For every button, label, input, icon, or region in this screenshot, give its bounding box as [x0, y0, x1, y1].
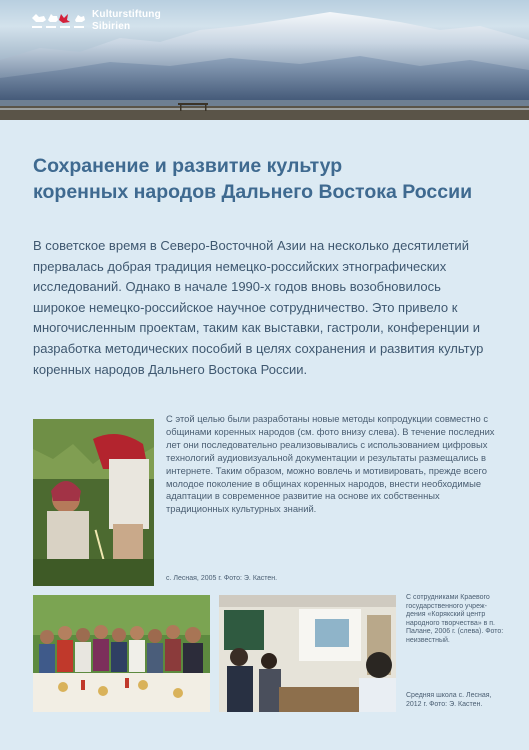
foundation-logo[interactable] — [30, 8, 161, 34]
photo-classroom — [219, 595, 396, 712]
logo-line-1: Kulturstiftung — [92, 9, 161, 20]
photo-children-field — [33, 419, 154, 586]
title-line-1: Сохранение и развитие культур — [33, 155, 343, 177]
caption-photo-1: с. Лесная, 2005 г. Фото: Э. Кастен. — [166, 575, 278, 582]
lead-paragraph: В советское время в Северо-Восточной Азии на несколько десятилетий прервалась добрая традиция немецко-российских этнографических исследований. Однако в начале 1990-х годов вновь возобновилось широкое немецко-российское научное сотрудничество. Это привело к многочисленным проектам, таким как выставки, гастроли, конференции и разработка методических пособий в целях сохранения и развития культур коренных народов Дальнего Востока России. — [33, 238, 484, 377]
logo-line-2: Sibirien — [92, 21, 131, 32]
page-title — [33, 153, 503, 205]
caption-photo-2: С сотрудниками Краевого государственного учреж-дения «Корякский центр народного творчества» в п. Палане, 2006 г. (слева). Фото: неизвестный. — [406, 594, 504, 644]
title-line-2: коренных народов Дальнего Востока России — [33, 181, 473, 203]
animals-logo-icon — [30, 8, 88, 34]
caption-photo-3: Средняя школа с. Лесная, 2012 г. Фото: Э. Кастен. — [406, 692, 492, 708]
photo-group-table — [33, 595, 210, 712]
header-landscape-image — [0, 0, 529, 120]
description-paragraph: С этой целью были разработаны новые методы копродукции совместно с общинами коренных народов (см. фото внизу слева). В течение последних лет они последовательно реализовывались с использованием цифровых технологий аудиовизуальной документации и результаты размещались в интернете. Таким образом, можно вовлечь и мотивировать, прежде всего молодое поколение в общинах коренных народов, внести необходимые адаптации в современное развитие на основе их собственных традиционных культурных знаний. — [166, 413, 495, 515]
